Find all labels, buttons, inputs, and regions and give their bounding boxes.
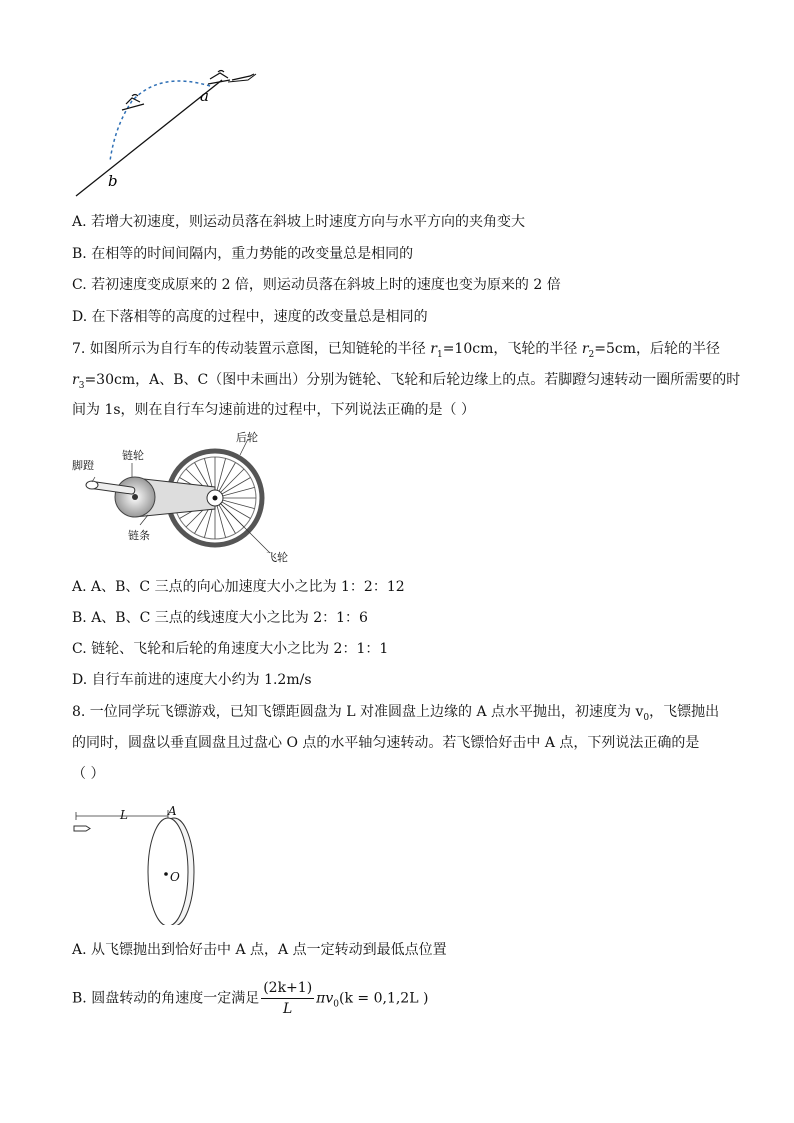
- r1-sub: 1: [436, 349, 443, 360]
- slope-figure: [70, 66, 260, 201]
- q7-text: 7. 如图所示为自行车的传动装置示意图，已知链轮的半径: [72, 341, 431, 357]
- trajectory-curve: [110, 81, 210, 161]
- label-chainwheel: 链轮: [122, 449, 144, 462]
- q7-text: =30cm，A、B、C（图中未画出）分别为链轮、飞轮和后轮边缘上的点。若脚蹬匀速转动一圈所需要的时: [84, 372, 741, 388]
- v0-sub: 0: [333, 999, 340, 1010]
- q6-option-a: A. 若增大初速度，则运动员落在斜坡上时速度方向与水平方向的夹角变大: [72, 214, 526, 230]
- q7-stem-line1: [72, 339, 720, 365]
- disc-center-dot: [164, 872, 168, 876]
- q7-option-d: D. 自行车前进的速度大小约为 1.2m/s: [72, 672, 312, 688]
- chainwheel-center: [132, 494, 138, 500]
- disc-front: [148, 818, 188, 925]
- r3-sub: 3: [78, 380, 85, 391]
- fraction-denominator: L: [283, 1001, 293, 1017]
- q8-text: 8. 一位同学玩飞镖游戏，已知飞镖距圆盘为 L 对准圆盘上边缘的 A 点水平抛出，初速度为 v: [72, 704, 644, 720]
- label-a: a: [200, 87, 209, 105]
- q8-stem-line2: 的同时，圆盘以垂直圆盘且过盘心 O 点的水平轴匀速转动。若飞镖恰好击中 A 点，下列说法正确的是: [72, 735, 700, 751]
- q7-text: =10cm，飞轮的半径: [442, 341, 582, 357]
- label-pedal: 脚蹬: [72, 459, 94, 472]
- label-A: A: [168, 804, 177, 818]
- q7-option-b: B. A、B、C 三点的线速度大小之比为 2：1：6: [72, 610, 368, 626]
- label-rearwheel: 后轮: [236, 431, 258, 444]
- q6-option-b: B. 在相等的时间间隔内，重力势能的改变量总是相同的: [72, 246, 414, 262]
- label-O: O: [170, 870, 180, 884]
- q8-option-a: A. 从飞镖抛出到恰好击中 A 点，A 点一定转动到最低点位置: [72, 942, 447, 958]
- pedal-icon: [86, 481, 98, 489]
- q7-option-c: C. 链轮、飞轮和后轮的角速度大小之比为 2：1：1: [72, 641, 389, 657]
- label-L: L: [120, 808, 128, 822]
- q7-text: =5cm，后轮的半径: [594, 341, 721, 357]
- r1-symbol: r: [430, 341, 437, 357]
- q8-option-b: [72, 978, 428, 1019]
- q8-optB-text: B. 圆盘转动的角速度一定满足: [72, 990, 260, 1007]
- k-range: (k = 0,1,2L ): [339, 990, 429, 1007]
- r3-symbol: r: [72, 372, 79, 388]
- q7-option-a: A. A、B、C 三点的向心加速度大小之比为 1：2：12: [72, 579, 405, 595]
- q6-option-c: C. 若初速度变成原来的 2 倍，则运动员落在斜坡上时的速度也变为原来的 2 倍: [72, 277, 561, 293]
- q6-option-d: D. 在下落相等的高度的过程中，速度的改变量总是相同的: [72, 309, 428, 325]
- q8-stem-line3: （ ）: [72, 766, 105, 782]
- dart-drawing: [70, 800, 210, 925]
- r2-sub: 2: [588, 349, 595, 360]
- label-b: b: [108, 172, 118, 190]
- dart-figure: [70, 800, 210, 925]
- pi-v-symbol: πv: [316, 990, 334, 1007]
- dart-icon: [74, 826, 90, 831]
- r2-symbol: r: [581, 341, 589, 357]
- q7-stem-line2: [72, 370, 740, 396]
- fraction: [261, 978, 314, 1019]
- bicycle-figure: [70, 425, 300, 570]
- label-flywheel: 飞轮: [266, 551, 288, 564]
- q7-stem-line3: 间为 1s，则在自行车匀速前进的过程中，下列说法正确的是（ ）: [72, 402, 475, 418]
- skier-icon-mid: [122, 95, 144, 111]
- fraction-numerator: (2k+1): [261, 978, 314, 999]
- q8-stem-line1: [72, 702, 719, 728]
- label-chain: 链条: [128, 529, 150, 542]
- v0-sub: 0: [643, 712, 650, 723]
- flywheel-center: [213, 496, 218, 501]
- q8-text: ，飞镖抛出: [649, 704, 720, 720]
